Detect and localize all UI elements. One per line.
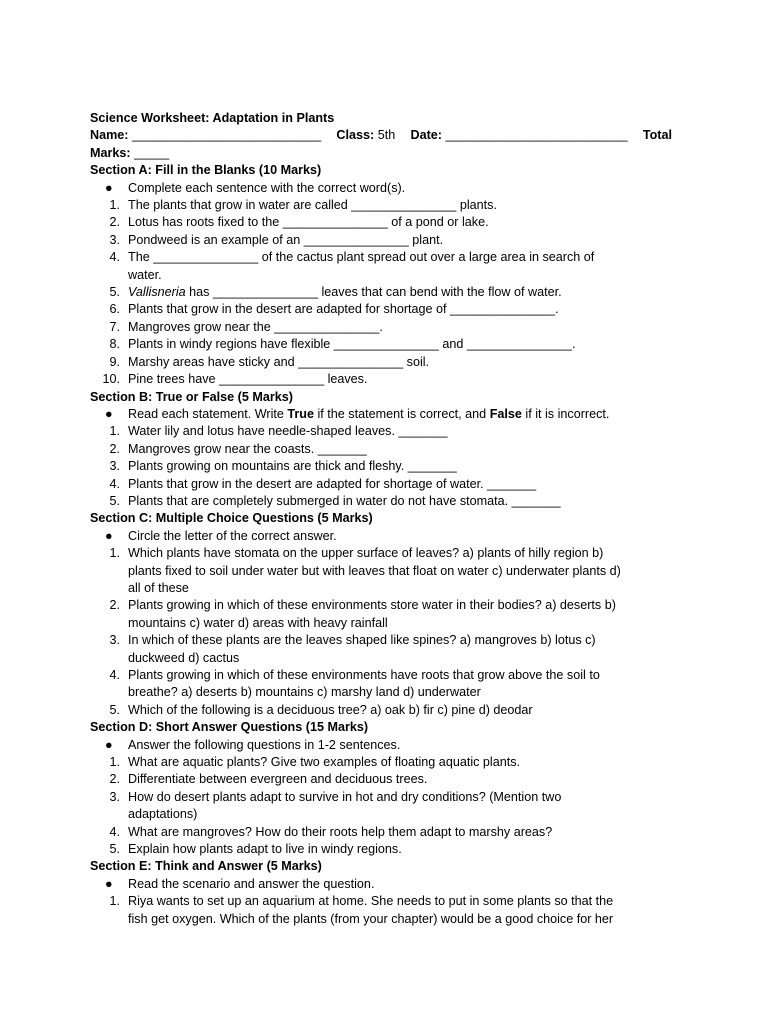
page-title: Science Worksheet: Adaptation in Plants	[90, 111, 335, 125]
item-text-line: all of these	[128, 580, 189, 595]
item-text-line: Which plants have stomata on the upper surface of leaves? a) plants of hilly region b)	[128, 546, 604, 561]
item-number: 4.	[109, 476, 120, 491]
item-number: 5.	[109, 702, 120, 717]
item-text-line: How do desert plants adapt to survive in hot and dry conditions? (Mention two	[128, 789, 562, 804]
item-text-line: duckweed d) cactus	[128, 650, 240, 665]
item-number: 6.	[109, 302, 120, 317]
section-c-instruction	[90, 528, 672, 545]
false-keyword: False	[489, 406, 522, 421]
section-b-instruction	[90, 406, 672, 423]
bullet-marker: ●	[105, 180, 113, 195]
date-field	[410, 127, 627, 144]
item-text	[128, 789, 672, 824]
item-number: 2.	[109, 441, 120, 456]
item-text: Plants that grow in the desert are adapted for shortage of _______________.	[128, 302, 559, 317]
item-number: 2.	[109, 772, 120, 787]
list-item	[90, 702, 672, 719]
item-text-rest: has _______________ leaves that can bend with the flow of water.	[185, 285, 562, 300]
instruction-part: if it is incorrect.	[521, 406, 610, 421]
section-e-instruction	[90, 876, 672, 893]
item-text: Pondweed is an example of an _______________ plant.	[128, 232, 444, 247]
item-text	[128, 284, 672, 301]
student-info-row	[90, 127, 672, 144]
list-item	[90, 632, 672, 667]
item-text: Differentiate between evergreen and deciduous trees.	[128, 772, 428, 787]
item-number: 1.	[109, 198, 120, 213]
list-item	[90, 423, 672, 440]
list-item	[90, 458, 672, 475]
item-text: Marshy areas have sticky and _______________ soil.	[128, 354, 430, 369]
item-number: 2.	[109, 598, 120, 613]
item-number: 4.	[109, 824, 120, 839]
item-text-line: Plants growing in which of these environments store water in their bodies? a) deserts b)	[128, 598, 616, 613]
item-text: Plants in windy regions have flexible _______________ and _______________.	[128, 337, 576, 352]
item-number: 3.	[109, 633, 120, 648]
item-text-line: breathe? a) deserts b) mountains c) marshy land d) underwater	[128, 685, 481, 700]
item-number: 2.	[109, 215, 120, 230]
list-item	[90, 476, 672, 493]
section-a-instruction	[90, 180, 672, 197]
list-item	[90, 841, 672, 858]
bullet-marker: ●	[105, 876, 113, 891]
section-d-instruction	[90, 737, 672, 754]
list-item	[90, 354, 672, 371]
italic-term: Vallisneria	[128, 285, 186, 300]
list-item	[90, 197, 672, 214]
list-item	[90, 214, 672, 231]
list-item	[90, 336, 672, 353]
class-value: 5th	[377, 128, 396, 143]
item-number: 4.	[109, 668, 120, 682]
item-number: 3.	[109, 789, 120, 804]
instruction-text: Answer the following questions in 1-2 sentences.	[128, 737, 401, 752]
item-text: Mangroves grow near the coasts. _______	[128, 441, 367, 456]
item-text: What are mangroves? How do their roots help them adapt to marshy areas?	[128, 824, 553, 839]
instruction-text: Circle the letter of the correct answer.	[128, 528, 337, 543]
item-text	[128, 597, 672, 632]
list-item	[90, 754, 672, 771]
item-number: 10.	[102, 372, 120, 387]
list-item	[90, 597, 672, 632]
list-item	[90, 232, 672, 249]
item-number: 3.	[109, 459, 120, 474]
class-field	[336, 127, 395, 144]
item-text: Lotus has roots fixed to the _______________ of a pond or lake.	[128, 215, 489, 230]
item-text-line: plants fixed to soil under water but with leaves that float on water c) underwater plants d)	[128, 563, 621, 578]
total-label: Total	[642, 128, 672, 143]
item-text	[128, 632, 672, 667]
worksheet-content	[90, 110, 672, 928]
list-item	[90, 789, 672, 824]
item-text-line: fish get oxygen. Which of the plants (from your chapter) would be a good choice for her	[128, 911, 614, 926]
list-item	[90, 667, 672, 702]
item-text: Explain how plants adapt to live in windy regions.	[128, 842, 402, 857]
item-number: 1.	[109, 424, 120, 439]
class-label: Class:	[336, 128, 375, 143]
instruction-part: Read each statement. Write	[128, 406, 288, 421]
section-e-heading: Section E: Think and Answer (5 Marks)	[90, 859, 322, 874]
item-number: 9.	[109, 354, 120, 369]
item-number: 8.	[109, 337, 120, 352]
item-text-line: Riya wants to set up an aquarium at home. She needs to put in some plants so that the	[128, 894, 614, 909]
item-text-line: mountains c) water d) areas with heavy rainfall	[128, 615, 388, 630]
item-number: 1.	[109, 894, 120, 909]
list-item	[90, 249, 672, 284]
item-number: 4.	[109, 250, 120, 265]
marks-blank: _____	[134, 145, 170, 160]
section-b-heading: Section B: True or False (5 Marks)	[90, 389, 293, 404]
bullet-marker: ●	[105, 406, 113, 421]
instruction-text: Complete each sentence with the correct word(s).	[128, 180, 406, 195]
item-number: 5.	[109, 842, 120, 857]
list-item	[90, 371, 672, 388]
item-text-line: In which of these plants are the leaves shaped like spines? a) mangroves b) lotus c)	[128, 633, 596, 648]
item-text: What are aquatic plants? Give two examples of floating aquatic plants.	[128, 755, 521, 770]
instruction-text: Read the scenario and answer the question.	[128, 876, 375, 891]
item-text: The plants that grow in water are called _______________ plants.	[128, 198, 497, 213]
instruction-part: if the statement is correct, and	[313, 406, 490, 421]
section-d-heading: Section D: Short Answer Questions (15 Marks)	[90, 720, 369, 735]
item-number: 1.	[109, 546, 120, 561]
bullet-marker: ●	[105, 528, 113, 543]
item-text	[128, 667, 672, 702]
item-text	[128, 249, 672, 284]
item-text-line: adaptations)	[128, 807, 198, 822]
name-field	[90, 127, 321, 144]
item-text: Pine trees have _______________ leaves.	[128, 372, 368, 387]
list-item	[90, 493, 672, 510]
name-blank: ___________________________	[132, 128, 322, 143]
bullet-marker: ●	[105, 737, 113, 752]
item-text-line: Plants growing in which of these environments have roots that grow above the soil to	[128, 668, 600, 682]
name-label: Name:	[90, 128, 129, 143]
item-text: Plants that are completely submerged in water do not have stomata. _______	[128, 493, 561, 508]
item-number: 3.	[109, 232, 120, 247]
list-item	[90, 301, 672, 318]
item-text	[128, 893, 672, 928]
item-text: Mangroves grow near the _______________.	[128, 319, 383, 334]
list-item	[90, 545, 672, 597]
list-item	[90, 824, 672, 841]
item-text: Plants growing on mountains are thick and fleshy. _______	[128, 459, 457, 474]
list-item	[90, 441, 672, 458]
item-number: 5.	[109, 285, 120, 300]
section-a-heading: Section A: Fill in the Blanks (10 Marks)	[90, 163, 322, 178]
item-text: Water lily and lotus have needle-shaped leaves. _______	[128, 424, 448, 439]
item-text: Plants that grow in the desert are adapted for shortage of water. _______	[128, 476, 537, 491]
true-keyword: True	[287, 406, 314, 421]
list-item	[90, 771, 672, 788]
item-text-line: The _______________ of the cactus plant spread out over a large area in search of	[128, 250, 595, 265]
instruction-text	[128, 406, 672, 423]
marks-field	[90, 145, 672, 162]
item-number: 7.	[109, 319, 120, 334]
section-c-heading: Section C: Multiple Choice Questions (5 Marks)	[90, 511, 373, 526]
item-text-line: water.	[128, 267, 162, 282]
item-text	[128, 545, 672, 597]
item-number: 5.	[109, 493, 120, 508]
date-label: Date:	[410, 128, 442, 143]
list-item	[90, 284, 672, 301]
list-item	[90, 893, 672, 928]
marks-label: Marks:	[90, 145, 131, 160]
list-item	[90, 319, 672, 336]
date-blank: __________________________	[445, 128, 628, 143]
item-text: Which of the following is a deciduous tree? a) oak b) fir c) pine d) deodar	[128, 702, 533, 717]
item-number: 1.	[109, 755, 120, 770]
